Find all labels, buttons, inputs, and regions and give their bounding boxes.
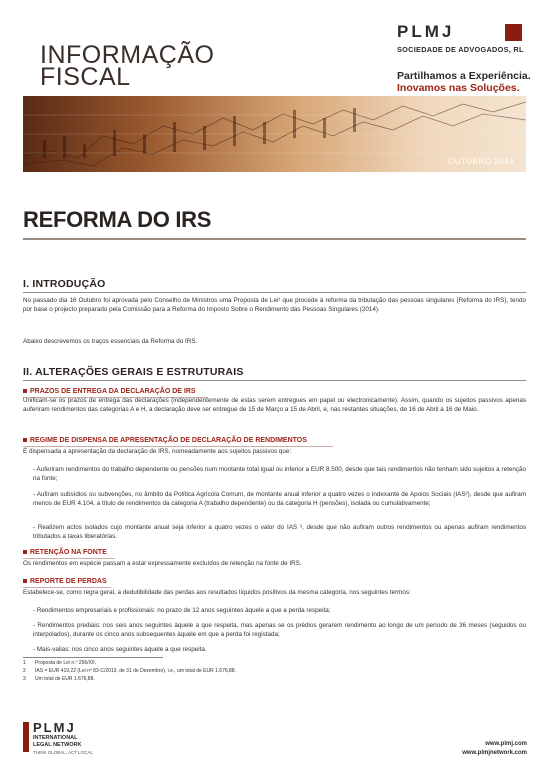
footnote-text: Um total de EUR 1.676,88. — [35, 676, 95, 682]
newsletter-title — [40, 41, 215, 91]
footnote-number: 3 — [23, 676, 26, 682]
footnote — [23, 676, 95, 682]
footnote-text: IAS = EUR 419,22 (Lei nº 83-C/2013, de 31 de Dezembro), i.e., um total de EUR 1.676,88. — [35, 668, 236, 674]
bullet-icon — [23, 550, 27, 554]
retencao-paragraph: Os rendimentos em espécie passam a estar expressamente excluídos de retenção na fonte de IRS. — [23, 560, 302, 567]
subheading-underline — [23, 446, 333, 447]
reporte-list-item: - Rendimentos empresariais e profissionais: no prazo de 12 anos seguintes àquele a que a perda respeita; — [33, 607, 331, 614]
plmj-logo-word: PLMJ — [397, 22, 455, 41]
footnote — [23, 668, 236, 674]
newsletter-title-line2: FISCAL — [40, 63, 131, 91]
subheading-underline — [23, 558, 115, 559]
reporte-list-item: - Rendimentos prediais: nos seis anos seguintes àquele a que respeita, mas apenas se os prédios gerarem rendimento ao longo de um período de 36 meses (seguidos ou interpolados), durante os cinco anos subsequentes àquele em que a perda foi registada; — [33, 622, 526, 638]
intro-summary-paragraph: Abaixo descrevemos os traços essenciais da Reforma do IRS. — [23, 338, 198, 345]
dispensa-list-item: - Aufiram subsídios ou subvenções, no âmbito da Política Agrícola Comum, de montante anual inferior a quatro vezes o Indexante de Apoios Sociais (IAS²), desde que aufiram menos de EUR 4.104, a título de rendimentos da categoria A (trabalho dependente) ou da categoria H (pensões), isolada ou cumulativamente; — [33, 491, 526, 507]
bullet-icon — [23, 579, 27, 583]
logo-bar — [23, 722, 29, 752]
bullet-icon — [23, 389, 27, 393]
subheading-retencao-label: RETENÇÃO NA FONTE — [30, 549, 107, 556]
footnote-number: 2 — [23, 668, 26, 674]
reporte-paragraph: Estabelece-se, como regra geral, a dedutibilidade das perdas aos resultados líquidos positivos da mesma categoria, nos seguintes termos: — [23, 589, 411, 596]
bullet-icon — [23, 438, 27, 442]
subheading-prazos — [23, 388, 196, 395]
footer-logo-word: PLMJ — [33, 720, 76, 735]
plmj-network-logo — [23, 722, 113, 762]
subheading-underline — [23, 587, 111, 588]
footer-logo-tagline: THINK GLOBAL, ACT LOCAL — [33, 750, 93, 755]
subheading-reporte-label: REPORTE DE PERDAS — [30, 578, 107, 585]
prazos-paragraph: Unificam-se os prazos de entrega das declarações (independentemente de estas serem entregues em papel ou electronicamente). Assim, quando os sujeitos passivos apenas auferiram rendimentos das categorias A e H, a declaração deve ser entregue de 15 de Março a 15 de Abril, e, nas restantes situações, de 16 de Abril a 16 de Maio. — [23, 397, 526, 413]
header-banner-image — [23, 96, 526, 172]
footnote — [23, 660, 96, 666]
subheading-reporte — [23, 578, 107, 585]
section-divider — [23, 292, 526, 293]
subheading-prazos-label: PRAZOS DE ENTREGA DA DECLARAÇÃO DE IRS — [30, 388, 196, 395]
dispensa-list-item: - Realizem actos isolados cujo montante anual seja inferior a quatro vezes o valor do IAS ³, desde que não aufiram outros rendimentos ou apenas aufiram rendimentos tributados a taxas liberatórias. — [33, 524, 526, 540]
plmj-logo — [397, 22, 527, 72]
page-title: REFORMA DO IRS — [23, 207, 212, 232]
intro-paragraph: No passado dia 16 Outubro foi aprovada pelo Conselho de Ministros uma Proposta de Lei¹ que procede à reforma da tributação das pessoas singulares (Reforma do IRS), tendo por base o projecto preparado pela Comissão para a Reforma do Imposto Sobre o Rendimento das Pessoas Singulares (2014). — [23, 297, 526, 313]
section-divider — [23, 380, 526, 381]
footer-logo-line2: LEGAL NETWORK — [33, 742, 82, 748]
subheading-dispensa-label: REGIME DE DISPENSA DE APRESENTAÇÃO DE DECLARAÇÃO DE RENDIMENTOS — [30, 437, 307, 444]
section-heading-introduction: I. INTRODUÇÃO — [23, 278, 106, 290]
title-divider — [23, 238, 526, 240]
reporte-list-item: - Mais-valias: nos cinco anos seguintes àquele a que respeita. — [33, 646, 207, 653]
newsletter-title-line1: INFORMAÇÃO — [40, 41, 215, 69]
issue-date: OUTUBRO 2014 — [447, 157, 514, 166]
plmj-logo-square — [505, 24, 522, 41]
slogan-line1: Partilhamos a Experiência. — [397, 70, 531, 82]
website-link[interactable]: www.plmj.com — [485, 741, 527, 747]
footnote-number: 1 — [23, 660, 26, 666]
plmj-logo-subtitle: SOCIEDADE DE ADVOGADOS, RL — [397, 45, 524, 54]
dispensa-paragraph: É dispensada a apresentação da declaração de IRS, nomeadamente aos sujeitos passivos que: — [23, 448, 292, 455]
footnote-divider — [23, 657, 163, 658]
subheading-dispensa — [23, 437, 307, 444]
footer-logo-line1: INTERNATIONAL — [33, 735, 78, 741]
dispensa-list-item: - Auferiram rendimentos do trabalho dependente ou pensões num montante total igual ou inferior a EUR 8.500, desde que tais rendimentos não tenham sido sujeitos a retenção na fonte; — [33, 466, 526, 482]
footnote-text: Proposta de Lei n.º 256/XII. — [35, 660, 97, 666]
subheading-retencao — [23, 549, 107, 556]
slogan-line2: Inovamos nas Soluções. — [397, 82, 520, 94]
network-website-link[interactable]: www.plmjnetwork.com — [462, 750, 527, 756]
section-heading-changes: II. ALTERAÇÕES GERAIS E ESTRUTURAIS — [23, 366, 244, 378]
